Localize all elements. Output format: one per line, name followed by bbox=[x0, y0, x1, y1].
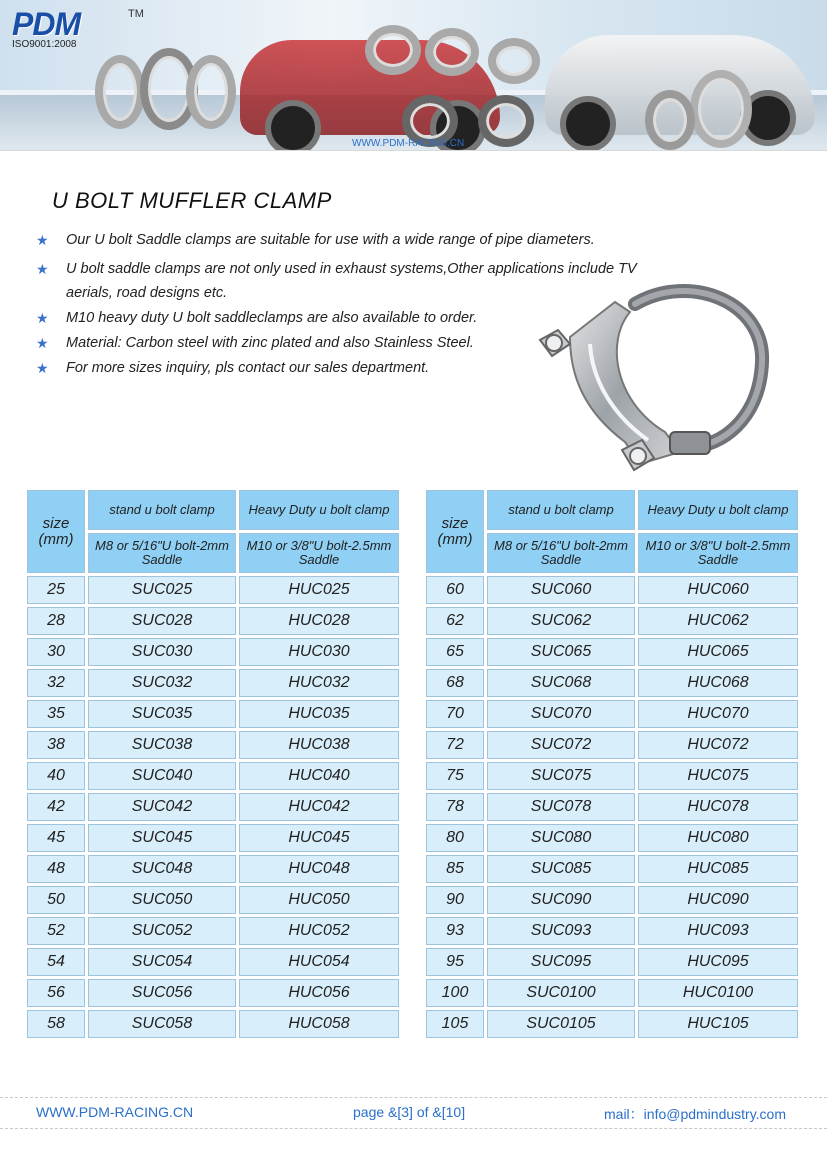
heavy-part-cell: HUC105 bbox=[638, 1010, 798, 1038]
heavy-part-cell: HUC075 bbox=[638, 762, 798, 790]
size-cell: 54 bbox=[27, 948, 85, 976]
size-table-right bbox=[423, 487, 801, 1041]
table-row bbox=[426, 700, 798, 728]
table-row bbox=[426, 607, 798, 635]
size-cell: 56 bbox=[27, 979, 85, 1007]
heavy-part-cell: HUC072 bbox=[638, 731, 798, 759]
heavy-part-cell: HUC058 bbox=[239, 1010, 399, 1038]
table-row bbox=[27, 607, 399, 635]
size-cell: 100 bbox=[426, 979, 484, 1007]
standard-part-cell: SUC028 bbox=[88, 607, 236, 635]
size-cell: 90 bbox=[426, 886, 484, 914]
table-row bbox=[426, 979, 798, 1007]
size-cell: 42 bbox=[27, 793, 85, 821]
heavy-part-cell: HUC070 bbox=[638, 700, 798, 728]
table-row bbox=[27, 979, 399, 1007]
heavy-part-cell: HUC078 bbox=[638, 793, 798, 821]
standard-spec-header: M8 or 5/16"U bolt-2mm Saddle bbox=[88, 533, 236, 573]
heavy-part-cell: HUC068 bbox=[638, 669, 798, 697]
size-cell: 30 bbox=[27, 638, 85, 666]
standard-part-cell: SUC025 bbox=[88, 576, 236, 604]
heavy-part-cell: HUC050 bbox=[239, 886, 399, 914]
size-cell: 28 bbox=[27, 607, 85, 635]
size-cell: 52 bbox=[27, 917, 85, 945]
size-table-left bbox=[24, 487, 402, 1041]
band-clamp-image bbox=[365, 25, 421, 75]
size-cell: 75 bbox=[426, 762, 484, 790]
size-cell: 25 bbox=[27, 576, 85, 604]
footer-divider bbox=[0, 1097, 827, 1098]
standard-part-cell: SUC030 bbox=[88, 638, 236, 666]
size-cell: 35 bbox=[27, 700, 85, 728]
heavy-part-cell: HUC056 bbox=[239, 979, 399, 1007]
size-cell: 62 bbox=[426, 607, 484, 635]
size-cell: 58 bbox=[27, 1010, 85, 1038]
standard-part-cell: SUC054 bbox=[88, 948, 236, 976]
star-icon: ★ bbox=[36, 335, 49, 351]
footer-email-link[interactable]: mail：info@pdmindustry.com bbox=[604, 1106, 787, 1122]
heavy-part-cell: HUC060 bbox=[638, 576, 798, 604]
table-row bbox=[426, 638, 798, 666]
table-row bbox=[27, 855, 399, 883]
heavy-part-cell: HUC042 bbox=[239, 793, 399, 821]
footer-divider bbox=[0, 1128, 827, 1129]
size-cell: 70 bbox=[426, 700, 484, 728]
heavy-part-cell: HUC038 bbox=[239, 731, 399, 759]
heavy-clamp-header: Heavy Duty u bolt clamp bbox=[638, 490, 798, 530]
page-title: U BOLT MUFFLER CLAMP bbox=[52, 188, 332, 213]
standard-part-cell: SUC048 bbox=[88, 855, 236, 883]
heavy-part-cell: HUC032 bbox=[239, 669, 399, 697]
v-band-flange-image bbox=[186, 55, 236, 129]
heavy-part-cell: HUC030 bbox=[239, 638, 399, 666]
u-bolt-clamp-image bbox=[478, 95, 534, 147]
standard-part-cell: SUC038 bbox=[88, 731, 236, 759]
table-row bbox=[27, 948, 399, 976]
feature-item bbox=[36, 228, 676, 252]
heavy-part-cell: HUC0100 bbox=[638, 979, 798, 1007]
table-row bbox=[27, 917, 399, 945]
standard-part-cell: SUC0105 bbox=[487, 1010, 635, 1038]
size-cell: 38 bbox=[27, 731, 85, 759]
heavy-spec-header: M10 or 3/8"U bolt-2.5mm Saddle bbox=[638, 533, 798, 573]
size-cell: 72 bbox=[426, 731, 484, 759]
heavy-part-cell: HUC054 bbox=[239, 948, 399, 976]
size-cell: 65 bbox=[426, 638, 484, 666]
heavy-part-cell: HUC062 bbox=[638, 607, 798, 635]
table-row bbox=[426, 576, 798, 604]
heavy-part-cell: HUC035 bbox=[239, 700, 399, 728]
feature-text: For more sizes inquiry, pls contact our sales department. bbox=[66, 360, 430, 376]
standard-spec-header: M8 or 5/16"U bolt-2mm Saddle bbox=[487, 533, 635, 573]
size-cell: 68 bbox=[426, 669, 484, 697]
table-row bbox=[426, 917, 798, 945]
car-wheel-icon bbox=[265, 100, 321, 150]
size-cell: 105 bbox=[426, 1010, 484, 1038]
standard-part-cell: SUC090 bbox=[487, 886, 635, 914]
standard-part-cell: SUC045 bbox=[88, 824, 236, 852]
u-bolt-clamp-product-image bbox=[530, 282, 770, 482]
standard-clamp-header: stand u bolt clamp bbox=[88, 490, 236, 530]
table-row bbox=[426, 731, 798, 759]
feature-text: M10 heavy duty U bolt saddleclamps are also available to order. bbox=[66, 310, 478, 326]
standard-clamp-header: stand u bolt clamp bbox=[487, 490, 635, 530]
standard-part-cell: SUC065 bbox=[487, 638, 635, 666]
v-band-flange-image bbox=[95, 55, 145, 129]
size-cell: 45 bbox=[27, 824, 85, 852]
flex-pipe-image bbox=[690, 70, 752, 148]
pdm-logo bbox=[12, 6, 144, 50]
standard-part-cell: SUC078 bbox=[487, 793, 635, 821]
standard-part-cell: SUC093 bbox=[487, 917, 635, 945]
standard-part-cell: SUC0100 bbox=[487, 979, 635, 1007]
footer-website-link[interactable]: WWW.PDM-RACING.CN bbox=[36, 1104, 194, 1120]
size-cell: 95 bbox=[426, 948, 484, 976]
size-cell: 32 bbox=[27, 669, 85, 697]
standard-part-cell: SUC070 bbox=[487, 700, 635, 728]
feature-text: Material: Carbon steel with zinc plated and also Stainless Steel. bbox=[66, 335, 474, 351]
table-row bbox=[27, 669, 399, 697]
feature-text: U bolt saddle clamps are not only used in exhaust systems,Other applications include TV aerials, road designs etc. bbox=[66, 261, 637, 301]
size-header: size (mm) bbox=[27, 490, 85, 573]
table-row bbox=[426, 762, 798, 790]
table-row bbox=[27, 886, 399, 914]
heavy-clamp-header: Heavy Duty u bolt clamp bbox=[239, 490, 399, 530]
table-row bbox=[27, 762, 399, 790]
heavy-part-cell: HUC085 bbox=[638, 855, 798, 883]
table-row bbox=[426, 824, 798, 852]
pipe-connector-image bbox=[488, 38, 540, 84]
star-icon: ★ bbox=[36, 360, 49, 376]
heavy-part-cell: HUC028 bbox=[239, 607, 399, 635]
table-row bbox=[426, 793, 798, 821]
size-cell: 40 bbox=[27, 762, 85, 790]
iso-label: ISO9001:2008 bbox=[12, 39, 77, 50]
page-number: page &[3] of &[10] bbox=[353, 1104, 466, 1120]
heavy-part-cell: HUC048 bbox=[239, 855, 399, 883]
standard-part-cell: SUC080 bbox=[487, 824, 635, 852]
table-row bbox=[27, 793, 399, 821]
size-header: size (mm) bbox=[426, 490, 484, 573]
standard-part-cell: SUC056 bbox=[88, 979, 236, 1007]
size-cell: 60 bbox=[426, 576, 484, 604]
standard-part-cell: SUC042 bbox=[88, 793, 236, 821]
table-row bbox=[27, 638, 399, 666]
banner-website-link[interactable]: WWW.PDM-RACING.CN bbox=[352, 138, 465, 149]
size-cell: 80 bbox=[426, 824, 484, 852]
heavy-part-cell: HUC080 bbox=[638, 824, 798, 852]
standard-part-cell: SUC095 bbox=[487, 948, 635, 976]
standard-part-cell: SUC040 bbox=[88, 762, 236, 790]
header-divider bbox=[0, 150, 827, 151]
heavy-part-cell: HUC040 bbox=[239, 762, 399, 790]
heavy-part-cell: HUC052 bbox=[239, 917, 399, 945]
standard-part-cell: SUC032 bbox=[88, 669, 236, 697]
header-banner bbox=[0, 0, 827, 150]
heavy-part-cell: HUC025 bbox=[239, 576, 399, 604]
table-row bbox=[27, 731, 399, 759]
star-icon: ★ bbox=[36, 310, 49, 326]
standard-part-cell: SUC050 bbox=[88, 886, 236, 914]
size-cell: 78 bbox=[426, 793, 484, 821]
size-cell: 50 bbox=[27, 886, 85, 914]
standard-part-cell: SUC058 bbox=[88, 1010, 236, 1038]
size-cell: 85 bbox=[426, 855, 484, 883]
table-row bbox=[426, 1010, 798, 1038]
band-clamp-image bbox=[425, 28, 479, 76]
car-wheel-icon bbox=[560, 96, 616, 150]
size-cell: 93 bbox=[426, 917, 484, 945]
standard-part-cell: SUC062 bbox=[487, 607, 635, 635]
size-cell: 48 bbox=[27, 855, 85, 883]
table-row bbox=[27, 700, 399, 728]
standard-part-cell: SUC060 bbox=[487, 576, 635, 604]
standard-part-cell: SUC068 bbox=[487, 669, 635, 697]
heavy-part-cell: HUC090 bbox=[638, 886, 798, 914]
flex-pipe-image bbox=[645, 90, 695, 150]
heavy-part-cell: HUC045 bbox=[239, 824, 399, 852]
table-row bbox=[426, 948, 798, 976]
table-row bbox=[426, 886, 798, 914]
table-row bbox=[426, 855, 798, 883]
standard-part-cell: SUC072 bbox=[487, 731, 635, 759]
table-row bbox=[27, 576, 399, 604]
logo-text: PDM bbox=[12, 6, 81, 42]
heavy-part-cell: HUC065 bbox=[638, 638, 798, 666]
standard-part-cell: SUC075 bbox=[487, 762, 635, 790]
heavy-part-cell: HUC095 bbox=[638, 948, 798, 976]
star-icon: ★ bbox=[36, 232, 49, 248]
table-row bbox=[426, 669, 798, 697]
trademark-label: TM bbox=[128, 8, 144, 20]
standard-part-cell: SUC052 bbox=[88, 917, 236, 945]
table-row bbox=[27, 824, 399, 852]
heavy-part-cell: HUC093 bbox=[638, 917, 798, 945]
standard-part-cell: SUC085 bbox=[487, 855, 635, 883]
standard-part-cell: SUC035 bbox=[88, 700, 236, 728]
star-icon: ★ bbox=[36, 261, 49, 277]
feature-text: Our U bolt Saddle clamps are suitable for use with a wide range of pipe diameters. bbox=[66, 232, 595, 248]
table-row bbox=[27, 1010, 399, 1038]
heavy-spec-header: M10 or 3/8"U bolt-2.5mm Saddle bbox=[239, 533, 399, 573]
